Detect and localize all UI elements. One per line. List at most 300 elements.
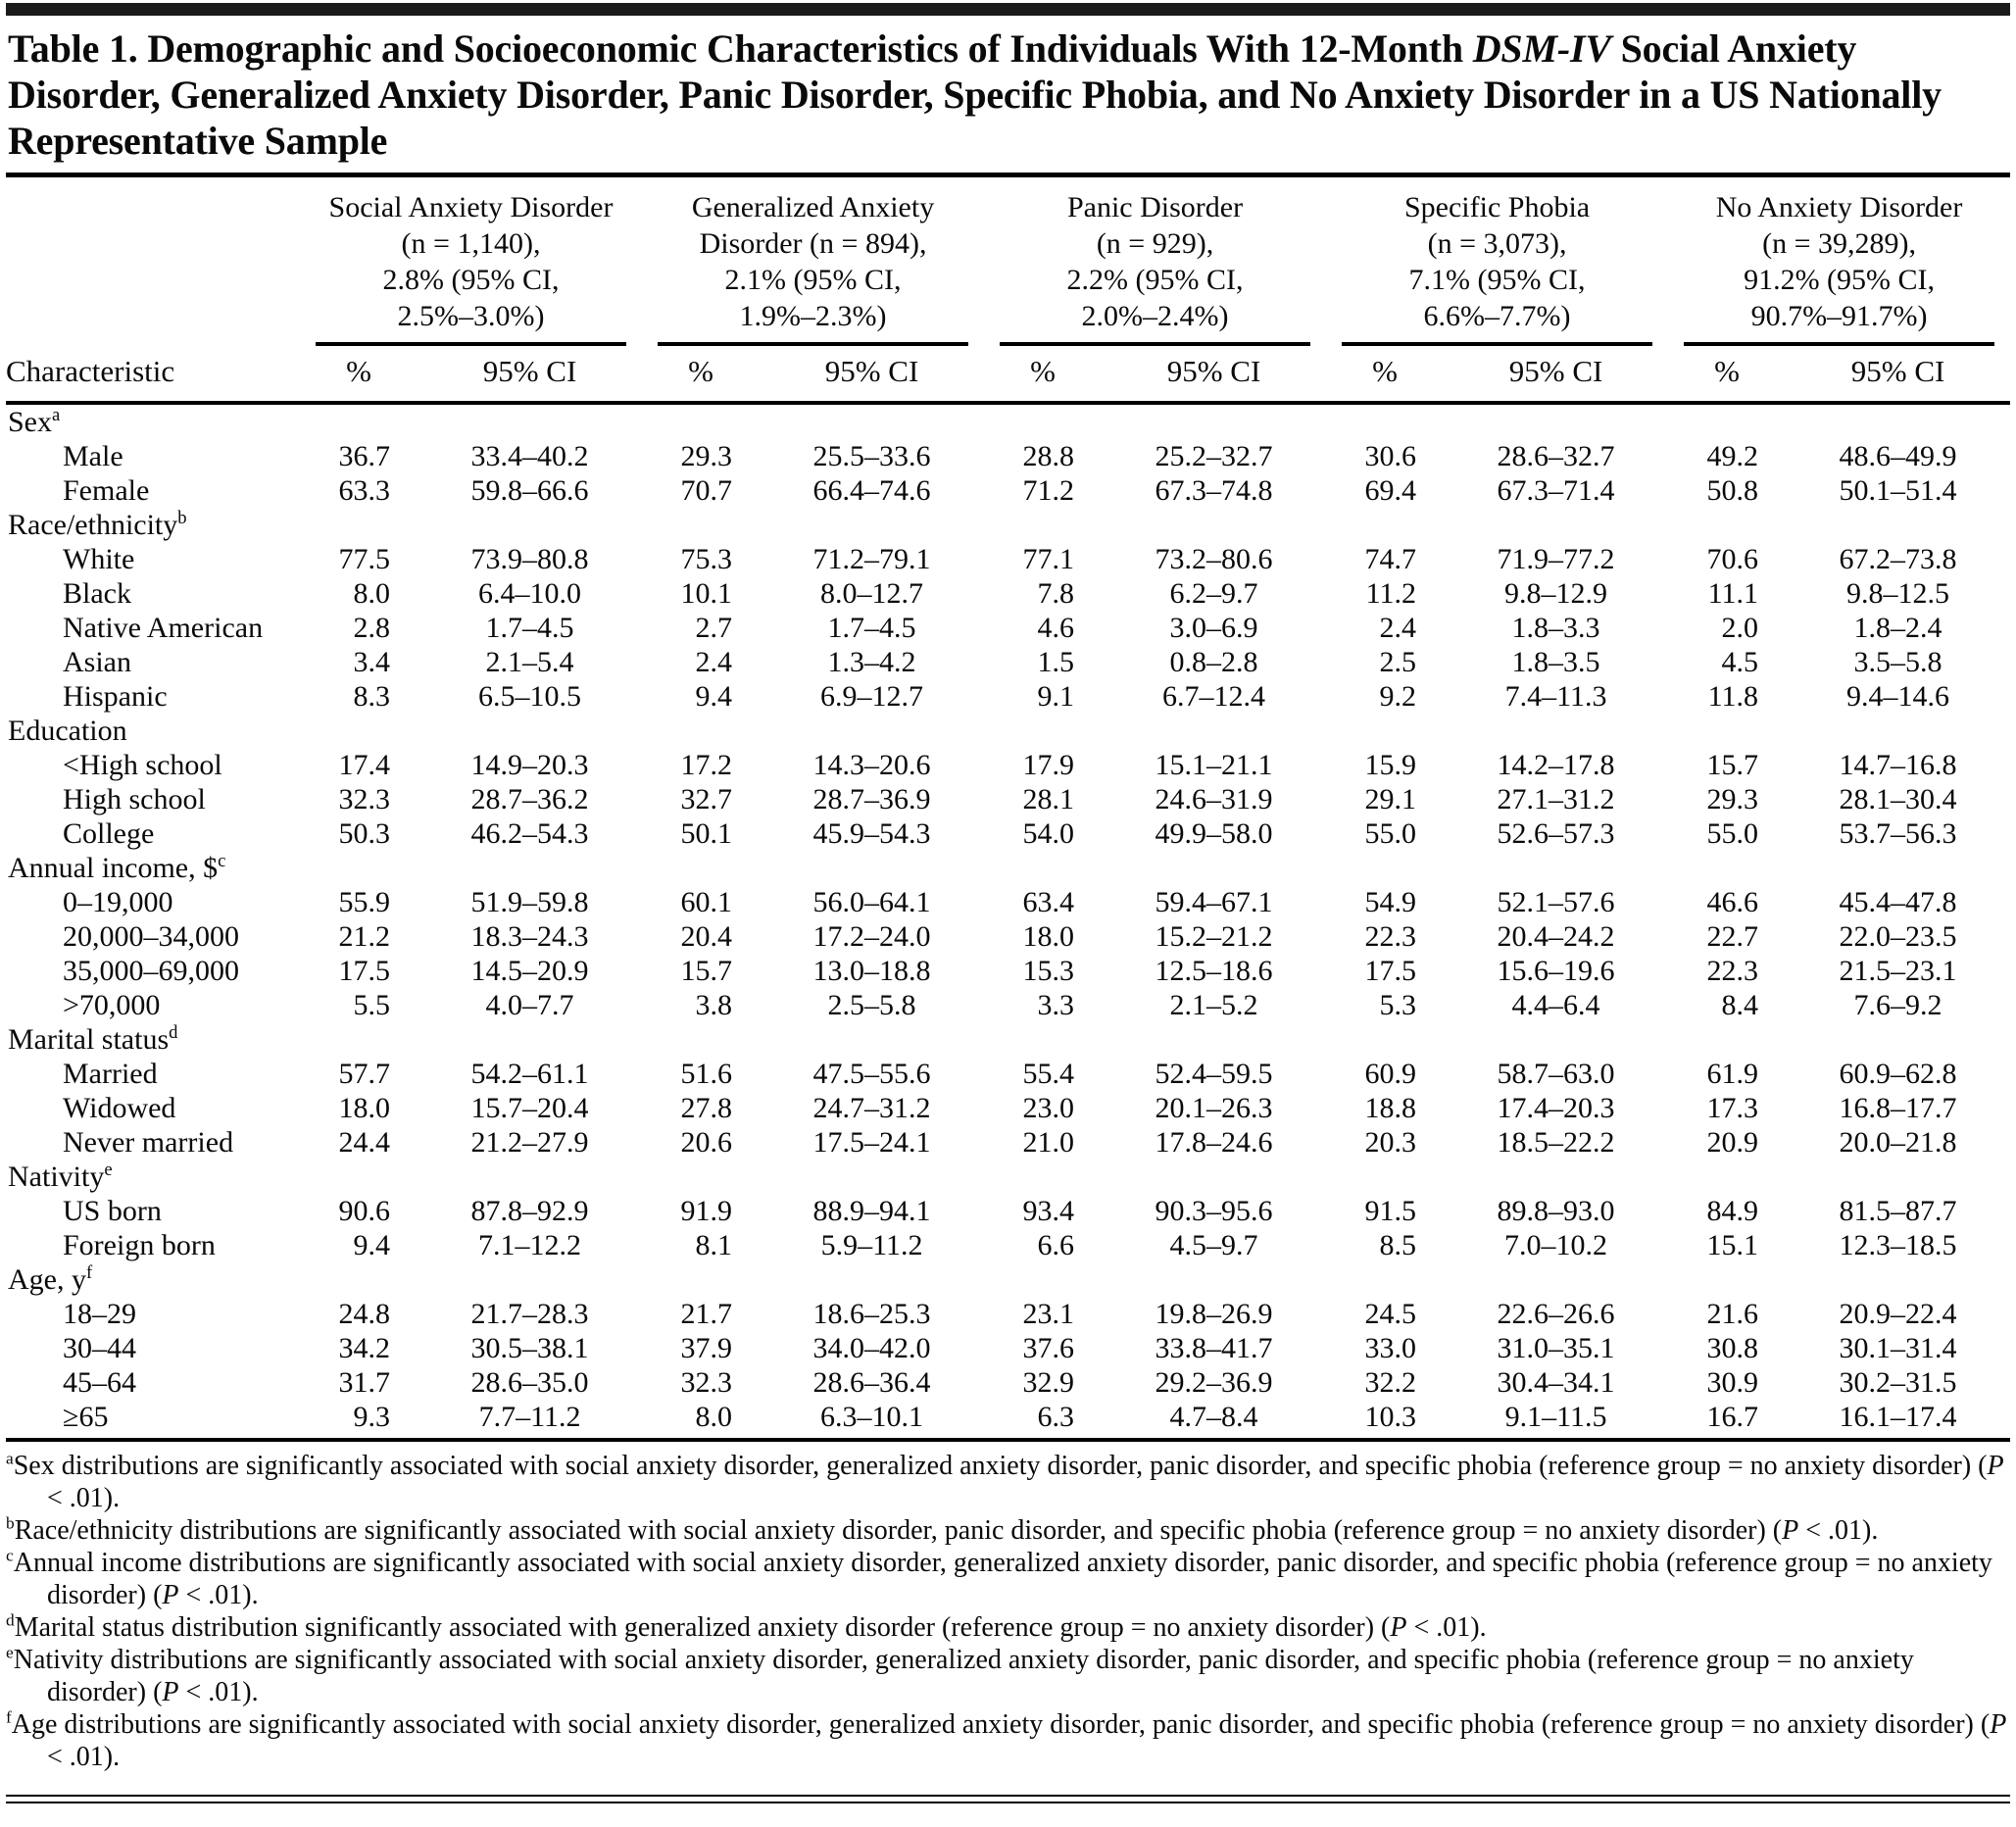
footnote-tail: < .01). — [178, 1676, 259, 1707]
pct-value: 21.0 — [1022, 1125, 1075, 1159]
ci-value: 27.1–31.2 — [1497, 782, 1615, 815]
ci-value: 28.6–36.4 — [812, 1365, 931, 1399]
ci-value: 47.5–55.6 — [812, 1057, 931, 1090]
pct-value: 20.4 — [680, 919, 733, 953]
pct-value: 54.0 — [1022, 816, 1075, 850]
percent-header: % — [300, 346, 418, 403]
pct-value: 21.7 — [680, 1297, 733, 1330]
ci-value: 8.0–12.7 — [820, 576, 924, 610]
table-row — [6, 885, 2010, 919]
section-row — [6, 1160, 2010, 1194]
pct-value: 15.7 — [680, 954, 733, 987]
pct-value: 36.7 — [338, 439, 390, 472]
pct-value: 60.9 — [1364, 1057, 1417, 1090]
pct-value: 22.7 — [1706, 919, 1759, 953]
pct-value: 2.8 — [353, 611, 390, 644]
ci-value: 51.9–59.8 — [470, 885, 589, 918]
ci-header: 95% CI — [760, 346, 984, 403]
pct-value: 2.7 — [695, 611, 733, 644]
ci-value: 20.1–26.3 — [1155, 1091, 1273, 1124]
ci-value: 17.4–20.3 — [1497, 1091, 1615, 1124]
pct-value: 5.3 — [1379, 988, 1417, 1021]
footnote-tail: < .01). — [1798, 1514, 1879, 1546]
pct-value: 11.8 — [1707, 679, 1759, 713]
row-label: 20,000–34,000 — [63, 919, 239, 953]
pct-value: 63.3 — [338, 473, 390, 507]
table-row — [6, 1400, 2010, 1434]
pct-value: 8.0 — [695, 1400, 733, 1433]
ci-value: 30.4–34.1 — [1497, 1365, 1615, 1399]
pct-value: 63.4 — [1022, 885, 1075, 918]
footnote-b — [6, 1514, 2008, 1547]
ci-value: 4.7–8.4 — [1169, 1400, 1258, 1433]
pct-value: 18.0 — [338, 1091, 390, 1124]
ci-value: 14.5–20.9 — [470, 954, 589, 987]
section-row — [6, 403, 2010, 439]
pct-value: 9.1 — [1037, 679, 1075, 713]
ci-value: 15.1–21.1 — [1155, 748, 1273, 781]
table-row — [6, 748, 2010, 782]
ci-value: 3.0–6.9 — [1169, 611, 1258, 644]
pct-value: 23.0 — [1022, 1091, 1075, 1124]
section-row — [6, 714, 2010, 748]
column-group-panic-disorder — [984, 177, 1326, 346]
row-label: Widowed — [63, 1091, 176, 1124]
top-rule — [6, 3, 2010, 16]
ci-value: 5.9–11.2 — [820, 1228, 923, 1261]
pct-value: 9.4 — [695, 679, 733, 713]
ci-value: 81.5–87.7 — [1839, 1194, 1957, 1227]
footnote-marker: d — [6, 1610, 15, 1630]
footnote-e — [6, 1644, 2008, 1708]
percent-header: % — [642, 346, 760, 403]
row-label: US born — [63, 1194, 162, 1227]
footnote-c — [6, 1547, 2008, 1611]
ci-value: 31.0–35.1 — [1497, 1331, 1615, 1364]
footnote-p: P — [162, 1579, 179, 1610]
pct-value: 57.7 — [338, 1057, 390, 1090]
table-row — [6, 782, 2010, 816]
pct-value: 15.1 — [1706, 1228, 1759, 1261]
section-label: Nativity$^e$ — [8, 1159, 113, 1193]
footnote-marker: e — [6, 1643, 14, 1662]
group-line: (n = 3,073), — [1427, 226, 1567, 260]
section-footnote-marker: c — [218, 850, 226, 871]
pct-value: 9.2 — [1379, 679, 1417, 713]
footnote-f — [6, 1708, 2008, 1773]
footnote-tail: < .01). — [178, 1579, 259, 1610]
pct-value: 91.9 — [680, 1194, 733, 1227]
row-label: Hispanic — [63, 679, 168, 713]
group-line: 2.0%–2.4%) — [1081, 299, 1229, 332]
ci-value: 14.3–20.6 — [812, 748, 931, 781]
pct-value: 10.3 — [1364, 1400, 1417, 1433]
ci-value: 56.0–64.1 — [812, 885, 931, 918]
section-label: Age, $y^f$ — [8, 1261, 93, 1296]
footnote-a — [6, 1450, 2008, 1514]
ci-value: 4.5–9.7 — [1169, 1228, 1258, 1261]
pct-value: 70.7 — [680, 473, 733, 507]
ci-value: 4.4–6.4 — [1511, 988, 1600, 1021]
ci-value: 45.4–47.8 — [1839, 885, 1957, 918]
pct-value: 8.3 — [353, 679, 390, 713]
row-label: Foreign born — [63, 1228, 216, 1261]
ci-value: 25.2–32.7 — [1155, 439, 1273, 472]
row-label: 35,000–69,000 — [63, 954, 239, 987]
ci-value: 6.7–12.4 — [1162, 679, 1266, 713]
pct-value: 22.3 — [1706, 954, 1759, 987]
pct-value: 17.4 — [338, 748, 390, 781]
ci-value: 52.4–59.5 — [1155, 1057, 1273, 1090]
ci-value: 34.0–42.0 — [812, 1331, 931, 1364]
pct-value: 28.1 — [1022, 782, 1075, 815]
section-footnote-marker: a — [52, 404, 61, 425]
footnote-text: Marital status distribution significantly associated with generalized anxiety disorder (reference group = no anxiety disorder) ( — [14, 1611, 1391, 1643]
ci-value: 6.5–10.5 — [478, 679, 581, 713]
subheader-row — [6, 346, 2010, 403]
ci-value: 21.2–27.9 — [470, 1125, 589, 1159]
footnote-p: P — [1782, 1514, 1799, 1546]
pct-value: 8.5 — [1379, 1228, 1417, 1261]
ci-value: 15.7–20.4 — [470, 1091, 589, 1124]
pct-value: 31.7 — [338, 1365, 390, 1399]
row-label: High school — [63, 782, 206, 815]
ci-value: 28.6–32.7 — [1497, 439, 1615, 472]
pct-value: 17.5 — [1364, 954, 1417, 987]
pct-value: 29.1 — [1364, 782, 1417, 815]
table-row — [6, 1125, 2010, 1160]
ci-value: 2.5–5.8 — [827, 988, 916, 1021]
ci-value: 6.9–12.7 — [820, 679, 924, 713]
pct-value: 49.2 — [1706, 439, 1759, 472]
pct-value: 84.9 — [1706, 1194, 1759, 1227]
pct-value: 90.6 — [338, 1194, 390, 1227]
pct-value: 28.8 — [1022, 439, 1075, 472]
row-label: 30–44 — [63, 1331, 136, 1364]
footnote-tail: < .01). — [47, 1482, 121, 1513]
ci-value: 30.1–31.4 — [1839, 1331, 1957, 1364]
row-label: Male — [63, 439, 123, 472]
footnote-p: P — [1990, 1708, 2007, 1740]
table-row — [6, 679, 2010, 714]
pct-value: 30.9 — [1706, 1365, 1759, 1399]
ci-value: 25.5–33.6 — [812, 439, 931, 472]
ci-value: 59.8–66.6 — [470, 473, 589, 507]
ci-value: 89.8–93.0 — [1497, 1194, 1615, 1227]
footnote-text: Age distributions are significantly associated with social anxiety disorder, generalized anxiety disorder, panic disorder, and specific phobia (reference group = no anxiety disorder) ( — [11, 1708, 1991, 1740]
ci-value: 28.1–30.4 — [1839, 782, 1957, 815]
group-line: 7.1% (95% CI, — [1408, 263, 1586, 296]
ci-value: 6.4–10.0 — [478, 576, 581, 610]
pct-value: 2.5 — [1379, 645, 1417, 678]
group-line: Disorder (n = 894), — [699, 226, 927, 260]
ci-value: 28.7–36.9 — [812, 782, 931, 815]
table-row — [6, 645, 2010, 679]
ci-value: 16.1–17.4 — [1839, 1400, 1957, 1433]
table-body — [6, 403, 2010, 1434]
table-row — [6, 1057, 2010, 1091]
pct-value: 24.8 — [338, 1297, 390, 1330]
ci-value: 20.9–22.4 — [1839, 1297, 1957, 1330]
ci-value: 30.5–38.1 — [470, 1331, 589, 1364]
characteristic-header: Characteristic — [6, 346, 300, 403]
ci-value: 0.8–2.8 — [1169, 645, 1258, 678]
pct-value: 70.6 — [1706, 542, 1759, 575]
ci-value: 12.5–18.6 — [1155, 954, 1273, 987]
table-row — [6, 473, 2010, 508]
ci-value: 73.9–80.8 — [470, 542, 589, 575]
ci-value: 18.6–25.3 — [812, 1297, 931, 1330]
pct-value: 33.0 — [1364, 1331, 1417, 1364]
row-label: 0–19,000 — [63, 885, 173, 918]
journal-table-figure — [0, 3, 2016, 1827]
column-group-social-anxiety — [300, 177, 642, 346]
row-label: Female — [63, 473, 150, 507]
ci-header: 95% CI — [1444, 346, 1668, 403]
pct-value: 24.4 — [338, 1125, 390, 1159]
pct-value: 15.3 — [1022, 954, 1075, 987]
ci-value: 9.8–12.5 — [1846, 576, 1950, 610]
table-row — [6, 1194, 2010, 1228]
row-label: College — [63, 816, 155, 850]
group-line: Panic Disorder — [1066, 190, 1244, 223]
pct-value: 32.7 — [680, 782, 733, 815]
footnote-tail: < .01). — [47, 1741, 121, 1772]
ci-value: 1.7–4.5 — [485, 611, 574, 644]
pct-value: 30.6 — [1364, 439, 1417, 472]
pct-value: 50.8 — [1706, 473, 1759, 507]
percent-header: % — [1326, 346, 1444, 403]
ci-value: 12.3–18.5 — [1839, 1228, 1957, 1261]
table-row — [6, 576, 2010, 611]
ci-value: 7.7–11.2 — [478, 1400, 581, 1433]
pct-value: 55.0 — [1364, 816, 1417, 850]
pct-value: 29.3 — [680, 439, 733, 472]
ci-value: 28.7–36.2 — [470, 782, 589, 815]
group-line: Specific Phobia — [1403, 190, 1591, 223]
ci-value: 14.2–17.8 — [1497, 748, 1615, 781]
table-title-italic: DSM-IV — [1472, 26, 1611, 71]
footnote-marker: f — [6, 1707, 12, 1727]
pct-value: 18.0 — [1022, 919, 1075, 953]
ci-value: 67.2–73.8 — [1839, 542, 1957, 575]
pct-value: 32.3 — [338, 782, 390, 815]
ci-value: 24.7–31.2 — [812, 1091, 931, 1124]
ci-value: 1.8–2.4 — [1853, 611, 1942, 644]
footnote-text: Sex distributions are significantly associated with social anxiety disorder, generalized anxiety disorder, panic disorder, and specific phobia (reference group = no anxiety disorder) ( — [13, 1450, 1988, 1481]
ci-value: 17.2–24.0 — [812, 919, 931, 953]
pct-value: 55.4 — [1022, 1057, 1075, 1090]
pct-value: 23.1 — [1022, 1297, 1075, 1330]
ci-value: 71.9–77.2 — [1497, 542, 1615, 575]
row-label: Native American — [63, 611, 264, 644]
pct-value: 46.6 — [1706, 885, 1759, 918]
table-row — [6, 1365, 2010, 1400]
pct-value: 21.6 — [1706, 1297, 1759, 1330]
pct-value: 32.2 — [1364, 1365, 1417, 1399]
footnote-marker: c — [6, 1546, 14, 1565]
pct-value: 11.1 — [1707, 576, 1759, 610]
ci-value: 7.1–12.2 — [478, 1228, 581, 1261]
ci-header: 95% CI — [1102, 346, 1326, 403]
group-line: No Anxiety Disorder — [1715, 190, 1963, 223]
section-label: Education — [8, 714, 127, 747]
pct-value: 6.6 — [1037, 1228, 1075, 1261]
pct-value: 55.0 — [1706, 816, 1759, 850]
row-label: Black — [63, 576, 131, 610]
footnote-p: P — [1390, 1611, 1407, 1643]
ci-value: 18.5–22.2 — [1497, 1125, 1615, 1159]
section-label: Sex$^a$ — [8, 404, 61, 438]
ci-value: 58.7–63.0 — [1497, 1057, 1615, 1090]
pct-value: 1.5 — [1037, 645, 1075, 678]
group-header-spacer — [6, 177, 300, 346]
ci-value: 7.4–11.3 — [1504, 679, 1607, 713]
ci-value: 20.0–21.8 — [1839, 1125, 1957, 1159]
pct-value: 6.3 — [1037, 1400, 1075, 1433]
ci-value: 7.6–9.2 — [1853, 988, 1942, 1021]
pct-value: 22.3 — [1364, 919, 1417, 953]
section-row — [6, 508, 2010, 542]
ci-header: 95% CI — [1786, 346, 2010, 403]
section-footnote-marker: d — [169, 1021, 178, 1043]
table-row — [6, 1091, 2010, 1125]
group-line: 2.2% (95% CI, — [1066, 263, 1244, 296]
group-line: (n = 1,140), — [401, 226, 541, 260]
percent-header: % — [984, 346, 1102, 403]
table-title-prefix: Table 1. Demographic and Socioeconomic Characteristics of Individuals With 12-Month — [8, 26, 1473, 71]
ci-value: 6.2–9.7 — [1169, 576, 1258, 610]
pct-value: 29.3 — [1706, 782, 1759, 815]
group-line: 91.2% (95% CI, — [1744, 263, 1936, 296]
section-row — [6, 1022, 2010, 1057]
ci-value: 88.9–94.1 — [812, 1194, 931, 1227]
pct-value: 71.2 — [1022, 473, 1075, 507]
footnote-text: Annual income distributions are significantly associated with social anxiety disorder, generalized anxiety disorder, panic disorder, and specific phobia (reference group = no anxiety disorder) ( — [13, 1547, 1992, 1610]
pct-value: 34.2 — [338, 1331, 390, 1364]
ci-value: 2.1–5.4 — [485, 645, 574, 678]
ci-value: 7.0–10.2 — [1504, 1228, 1608, 1261]
pct-value: 77.1 — [1022, 542, 1075, 575]
ci-value: 15.2–21.2 — [1155, 919, 1273, 953]
group-line: 90.7%–91.7%) — [1750, 299, 1928, 332]
table-row — [6, 816, 2010, 851]
pct-value: 8.1 — [695, 1228, 733, 1261]
ci-value: 52.1–57.6 — [1497, 885, 1615, 918]
pct-value: 4.6 — [1037, 611, 1075, 644]
ci-value: 33.4–40.2 — [470, 439, 589, 472]
ci-value: 90.3–95.6 — [1155, 1194, 1273, 1227]
pct-value: 3.4 — [353, 645, 390, 678]
table-title-suffix: Social Anxiety Disorder, Generalized Anxiety Disorder, Panic Disorder, Specific Phobia, and No Anxiety Disorder in a US Nationally Representative Sample — [8, 26, 1942, 164]
table-title — [6, 16, 2010, 177]
pct-value: 61.9 — [1706, 1057, 1759, 1090]
ci-value: 87.8–92.9 — [470, 1194, 589, 1227]
pct-value: 10.1 — [680, 576, 733, 610]
footnote-p: P — [1987, 1450, 2004, 1481]
ci-value: 1.3–4.2 — [827, 645, 916, 678]
pct-value: 37.6 — [1022, 1331, 1075, 1364]
pct-value: 9.3 — [353, 1400, 390, 1433]
group-line: Generalized Anxiety — [691, 190, 935, 223]
section-row — [6, 851, 2010, 885]
table-row — [6, 439, 2010, 473]
bottom-rule — [6, 1795, 2010, 1803]
ci-value: 22.6–26.6 — [1497, 1297, 1615, 1330]
group-header-row — [6, 177, 2010, 346]
group-line: 2.1% (95% CI, — [724, 263, 902, 296]
ci-value: 30.2–31.5 — [1839, 1365, 1957, 1399]
pct-value: 2.0 — [1721, 611, 1759, 644]
ci-value: 9.8–12.9 — [1504, 576, 1608, 610]
pct-value: 74.7 — [1364, 542, 1417, 575]
row-label: ≥65 — [63, 1400, 109, 1433]
ci-value: 60.9–62.8 — [1839, 1057, 1957, 1090]
ci-value: 19.8–26.9 — [1155, 1297, 1273, 1330]
footnote-text: Nativity distributions are significantly associated with social anxiety disorder, generalized anxiety disorder, panic disorder, and specific phobia (reference group = no anxiety disorder) ( — [13, 1644, 1914, 1707]
ci-value: 28.6–35.0 — [470, 1365, 589, 1399]
group-line: 6.6%–7.7%) — [1423, 299, 1571, 332]
ci-value: 22.0–23.5 — [1839, 919, 1957, 953]
pct-value: 17.3 — [1706, 1091, 1759, 1124]
pct-value: 24.5 — [1364, 1297, 1417, 1330]
pct-value: 15.7 — [1706, 748, 1759, 781]
ci-value: 16.8–17.7 — [1839, 1091, 1957, 1124]
table-row — [6, 1228, 2010, 1262]
table-row — [6, 919, 2010, 954]
section-label: Marital status$^d$ — [8, 1021, 178, 1056]
ci-value: 54.2–61.1 — [470, 1057, 589, 1090]
pct-value: 17.5 — [338, 954, 390, 987]
ci-header: 95% CI — [418, 346, 642, 403]
table-row — [6, 1331, 2010, 1365]
ci-value: 50.1–51.4 — [1839, 473, 1957, 507]
pct-value: 37.9 — [680, 1331, 733, 1364]
pct-value: 4.5 — [1721, 645, 1759, 678]
table-row — [6, 1297, 2010, 1331]
footnote-marker: b — [6, 1513, 15, 1533]
pct-value: 27.8 — [680, 1091, 733, 1124]
pct-value: 20.9 — [1706, 1125, 1759, 1159]
ci-value: 67.3–74.8 — [1155, 473, 1273, 507]
footnote-marker: a — [6, 1449, 14, 1468]
ci-value: 24.6–31.9 — [1155, 782, 1273, 815]
pct-value: 15.9 — [1364, 748, 1417, 781]
demographics-table — [6, 177, 2010, 1434]
ci-value: 17.8–24.6 — [1155, 1125, 1273, 1159]
group-line: 2.5%–3.0%) — [397, 299, 545, 332]
group-line: 2.8% (95% CI, — [382, 263, 560, 296]
section-label: Annual income, \$$^c$ — [8, 850, 226, 884]
ci-value: 66.4–74.6 — [812, 473, 931, 507]
ci-value: 6.3–10.1 — [820, 1400, 924, 1433]
pct-value: 20.3 — [1364, 1125, 1417, 1159]
ci-value: 14.7–16.8 — [1839, 748, 1957, 781]
pct-value: 30.8 — [1706, 1331, 1759, 1364]
pct-value: 50.3 — [338, 816, 390, 850]
pct-value: 51.6 — [680, 1057, 733, 1090]
pct-value: 93.4 — [1022, 1194, 1075, 1227]
ci-value: 52.6–57.3 — [1497, 816, 1615, 850]
column-group-no-anxiety — [1668, 177, 2010, 346]
ci-value: 49.9–58.0 — [1155, 816, 1273, 850]
pct-value: 5.5 — [353, 988, 390, 1021]
pct-value: 3.8 — [695, 988, 733, 1021]
ci-value: 4.0–7.7 — [485, 988, 574, 1021]
pct-value: 77.5 — [338, 542, 390, 575]
group-line: Social Anxiety Disorder — [328, 190, 614, 223]
pct-value: 91.5 — [1364, 1194, 1417, 1227]
